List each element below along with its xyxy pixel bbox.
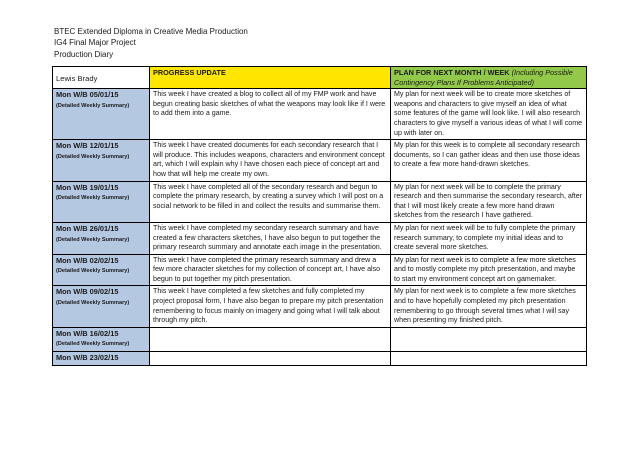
progress-cell: This week I have created documents for each secondary research that I will produce. This includes weapons, characters and environment concept art, which I will explain why I have chosen each piece of concept art and how that will help me create my own. xyxy=(150,140,391,181)
plan-cell xyxy=(391,327,587,351)
week-date: Mon W/B 19/01/15 xyxy=(56,182,119,192)
weekly-summary-label: (Detailed Weekly Summary) xyxy=(56,153,130,160)
progress-cell: This week I have completed a few sketches and fully completed my project proposal form, I have also began to prepare my pitch presentation remembering to focus mainly on imagery and going what I will talk about through my pitch. xyxy=(150,286,391,327)
week-date: Mon W/B 05/01/15 xyxy=(56,90,119,100)
weekly-summary-label: (Detailed Weekly Summary) xyxy=(56,268,130,275)
table-row xyxy=(53,254,587,286)
week-cell xyxy=(53,286,150,327)
table-row xyxy=(53,222,587,254)
progress-cell: This week I have completed the primary research summary and drew a few more character sketches for my collection of concept art, I have also begun to put together my pitch presentation. xyxy=(150,254,391,286)
document-header xyxy=(54,26,248,60)
table-row xyxy=(53,327,587,351)
table-row xyxy=(53,89,587,140)
weekly-summary-label: (Detailed Weekly Summary) xyxy=(56,300,130,307)
weekly-summary-label: (Detailed Weekly Summary) xyxy=(56,236,130,243)
plan-header xyxy=(391,67,587,89)
plan-cell: My plan for next week will be to fully complete the primary research summary, to complete my initial ideas and to create several more sketches. xyxy=(391,222,587,254)
plan-cell: My plan for next week is to complete a few more sketches and to mostly complete my pitch presentation, and maybe to start my environment concept art on gamemaker. xyxy=(391,254,587,286)
table-row xyxy=(53,140,587,181)
progress-cell xyxy=(150,327,391,351)
progress-cell xyxy=(150,352,391,366)
week-cell xyxy=(53,89,150,140)
diary-rows xyxy=(53,89,587,366)
plan-header-note: (Including Possible Contingency Plans If Problems Anticipated) xyxy=(394,68,573,87)
plan-header-main: PLAN FOR NEXT MONTH / WEEK xyxy=(394,68,510,77)
progress-cell: This week I have completed all of the secondary research and begun to complete the primary research, by creating a survey which I will post on a social network to be filled in and collect the results and summarise them. xyxy=(150,181,391,222)
table-row xyxy=(53,286,587,327)
week-date: Mon W/B 16/02/15 xyxy=(56,328,119,338)
weekly-summary-label: (Detailed Weekly Summary) xyxy=(56,341,130,348)
week-cell xyxy=(53,352,150,366)
plan-cell xyxy=(391,352,587,366)
week-date: Mon W/B 23/02/15 xyxy=(56,353,119,363)
weekly-summary-label: (Detailed Weekly Summary) xyxy=(56,195,130,202)
table-header-row xyxy=(53,67,587,89)
week-cell xyxy=(53,254,150,286)
week-date: Mon W/B 02/02/15 xyxy=(56,255,119,265)
plan-cell: My plan for next week will be to complete the primary research and then summarise the secondary research, after that I will most likely create a few more hand drawn sketches from the research I have gathered. xyxy=(391,181,587,222)
week-cell xyxy=(53,222,150,254)
week-cell xyxy=(53,181,150,222)
table-row xyxy=(53,181,587,222)
plan-cell: My plan for next week will be to create more sketches of weapons and characters to give myself an idea of what some features of the game will look like. I will also research characters to give myself a various ideas of what I will come up with later on. xyxy=(391,89,587,140)
document-title: Production Diary xyxy=(54,49,114,59)
table-row xyxy=(53,352,587,366)
unit-title: IG4 Final Major Project xyxy=(54,38,136,48)
week-cell xyxy=(53,140,150,181)
week-date: Mon W/B 09/02/15 xyxy=(56,287,119,297)
plan-cell: My plan for this week is to complete all secondary research documents, so I can gather ideas and then use those ideas to create a few more hand-drawn sketches. xyxy=(391,140,587,181)
progress-update-header: PROGRESS UPDATE xyxy=(150,67,391,89)
owner-name: Lewis Brady xyxy=(53,67,150,89)
progress-cell: This week I have completed my secondary research summary and have created a few characters sketches, I have also begun to put together the primary research summary and annotate each image in the presentation. xyxy=(150,222,391,254)
week-date: Mon W/B 26/01/15 xyxy=(56,223,119,233)
plan-cell: My plan for next week is to complete a few more sketches and to have hopefully completed my pitch presentation remembering to go through several times what I will say when presenting my finished pitch. xyxy=(391,286,587,327)
weekly-summary-label: (Detailed Weekly Summary) xyxy=(56,102,130,109)
week-date: Mon W/B 12/01/15 xyxy=(56,141,119,151)
week-cell xyxy=(53,327,150,351)
diary-table xyxy=(52,66,587,366)
progress-cell: This week I have created a blog to collect all of my FMP work and have begun creating basic sketches of what the weapons may look like if I were to add them into a game. xyxy=(150,89,391,140)
course-title: BTEC Extended Diploma in Creative Media Production xyxy=(54,27,248,36)
